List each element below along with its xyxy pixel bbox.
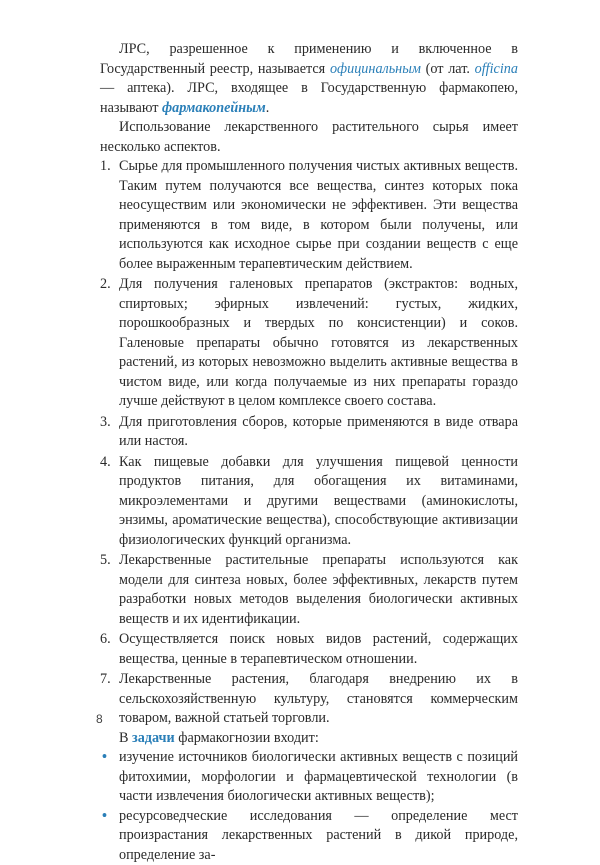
list-item (100, 413, 518, 452)
list-item (100, 807, 518, 865)
list-item (100, 275, 518, 412)
list-item (100, 453, 518, 551)
aspects-intro: Использование лекарственного растительного сырья имеет несколько аспектов. (100, 118, 518, 157)
item-number: 1. (100, 157, 116, 177)
latin-term: officina (475, 61, 518, 77)
tasks-list (100, 748, 518, 865)
item-text: Лекарственные растительные препараты используются как модели для синтеза новых, более эффективных, лекарств путем разработки новых методов выделения биологически активных веществ и их идентификации. (119, 552, 518, 627)
list-item (100, 630, 518, 669)
tasks-lead-text: фармакогнозии входит: (175, 730, 319, 746)
item-number: 2. (100, 275, 116, 295)
term-pharmacopoeial: фармакопейным (162, 100, 266, 116)
intro-text: . (266, 100, 270, 116)
term-tasks: задачи (132, 730, 175, 746)
item-text: ресурсоведческие исследования — определение мест произрастания лекарственных растений в дикой природе, определение за- (119, 808, 518, 863)
item-text: Как пищевые добавки для улучшения пищевой ценности продуктов питания, для обогащения их витаминами, микроэлементами и другими веществами (аминокислоты, энзимы, ароматические вещества), способствующие активизации физиологических функций организма. (119, 454, 518, 548)
list-item (100, 551, 518, 629)
intro-text: ЛРС, разрешенное к применению и включенное в Государственный реестр, называется (100, 41, 518, 77)
item-number: 4. (100, 453, 116, 473)
page-body (100, 40, 518, 865)
item-text: Осуществляется поиск новых видов растений, содержащих вещества, ценные в терапевтическом отношении. (119, 631, 518, 667)
item-text: Для приготовления сборов, которые применяются в виде отвара или настоя. (119, 414, 518, 450)
item-text: Лекарственные растения, благодаря внедрению их в сельскохозяйственную культуру, становятся коммерческим товаром, важной статьей торговли. (119, 671, 518, 726)
item-text: изучение источников биологически активных веществ с позиций фитохимии, морфологии и фармацевтической технологии (в части извлечения биологически активных веществ); (119, 749, 518, 804)
aspects-list (100, 157, 518, 729)
tasks-intro (100, 729, 518, 749)
item-text: Сырье для промышленного получения чистых активных веществ. Таким путем получаются все вещества, синтез которых пока неосуществим или экономически не эффективен. Эти вещества применяются в том виде, в котором были получены, или используются как исходное сырье при создании веществ с еще более выраженным терапевтическим действием. (119, 158, 518, 272)
item-number: 7. (100, 670, 116, 690)
intro-paragraph (100, 40, 518, 118)
term-officinal: официнальным (330, 61, 421, 77)
page-number: 8 (96, 712, 103, 726)
item-number: 6. (100, 630, 116, 650)
tasks-lead-text: В (119, 730, 132, 746)
item-text: Для получения галеновых препаратов (экстрактов: водных, спиртовых; эфирных извлечений: густых, жидких, порошкообразных и твердых по консистенции) и соков. Галеновые препараты обычно готовятся из лекарственных растений, из которых невозможно выделить активные вещества в чистом виде, или когда получаемые из них препараты гораздо лучше действуют в целом комплексе своего состава. (119, 276, 518, 409)
item-number: 5. (100, 551, 116, 571)
intro-text: — аптека). ЛРС, входящее в Государственную фармакопею, называют (100, 80, 518, 116)
bullet-icon: • (102, 807, 107, 827)
list-item (100, 157, 518, 274)
bullet-icon: • (102, 748, 107, 768)
list-item (100, 748, 518, 807)
intro-text: (от лат. (421, 61, 475, 77)
list-item (100, 670, 518, 729)
item-number: 3. (100, 413, 116, 433)
